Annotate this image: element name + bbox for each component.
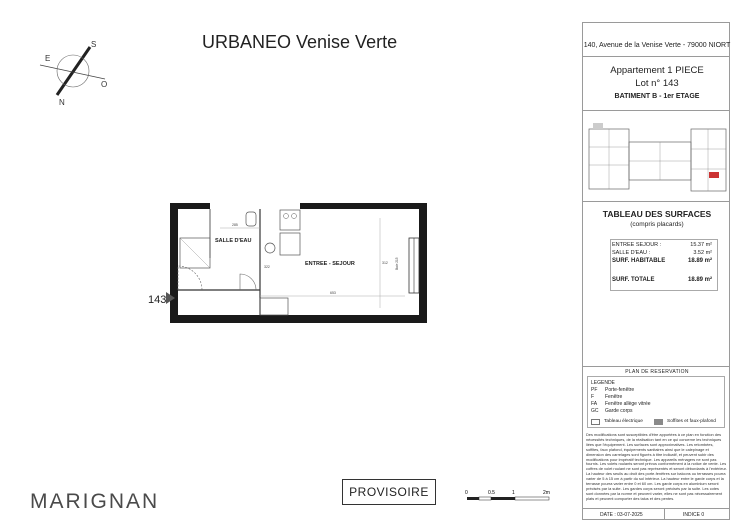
key-lot-highlight xyxy=(709,172,719,178)
compass-east: E xyxy=(45,54,51,63)
footer-date: DATE : 03-07-2025 xyxy=(600,512,643,518)
separator xyxy=(582,56,730,57)
legend-soffit-label: Soffites et faux-plafond xyxy=(667,419,716,424)
wall-left xyxy=(170,203,178,323)
window-label: Baie 215 xyxy=(395,257,399,270)
entry-door-swing xyxy=(178,266,202,290)
floor-plan xyxy=(160,198,435,333)
room-label-living: ENTREE - SEJOUR xyxy=(305,261,355,267)
surface-habitable-value: 18.89 m² xyxy=(687,258,712,264)
project-title: URBANEO Venise Verte xyxy=(202,32,398,52)
surface-row-label: SALLE D'EAU : xyxy=(612,250,651,256)
scale-label-0: 0 xyxy=(465,490,468,496)
dim-label-3: 312 xyxy=(382,261,388,265)
legend-code: GC xyxy=(591,408,599,414)
wall-right xyxy=(419,203,427,323)
sink xyxy=(265,243,275,253)
surfaces-subtitle: (compris placards) xyxy=(630,221,684,228)
compass-south: S xyxy=(91,40,97,49)
dim-label-4: 322 xyxy=(264,265,270,269)
cupboard xyxy=(260,298,288,315)
dim-label-2: 653 xyxy=(330,291,336,295)
lot-line xyxy=(583,78,731,89)
brand-logo xyxy=(30,490,159,514)
legend-item xyxy=(591,401,651,407)
separator xyxy=(582,201,730,202)
key-stair-1 xyxy=(593,123,603,129)
kitchen-sink-unit xyxy=(280,233,300,255)
surface-habitable-label: SURF. HABITABLE xyxy=(612,258,666,264)
legend-text: Garde corps xyxy=(605,408,633,414)
compass-needle xyxy=(57,47,90,95)
surface-total-label: SURF. TOTALE xyxy=(612,277,655,283)
scale-label-05: 0.5 xyxy=(488,490,495,496)
apartment-type: Appartement 1 PIECE xyxy=(610,65,704,76)
compass-rose xyxy=(35,35,120,110)
address: 140, Avenue de la Venise Verte - 79000 NIORT xyxy=(583,42,731,49)
legend-title: LEGENDE xyxy=(591,380,615,386)
compass-west: O xyxy=(101,80,108,89)
room-label-bathroom: SALLE D'EAU xyxy=(215,238,252,244)
wall-top-left xyxy=(170,203,210,209)
key-plan xyxy=(587,117,729,197)
disclaimer-notes: Des modifications sont susceptibles d'être apportées à ce plan en fonction des nécessités techniques, de la réalisation tant en ce qui concerne les techniques liées que l'équipement. Les surfaces sont approximatives. Les retombées, soffites, faux plafond, équipements sanitaires ainsi que le calepinage et dimension des carrelages sont figurés à titre indicatif, et peuvent subir des modifications pour impératif technique. Les appareils ménagers ne sont pas fournis. Les volets roulants seront prévus conformément à la notice de vente. Les coffres de volet roulant ne sont pas représentés et seront débordants à l'extérieur. La hauteur des seuils au droit des porte-fenêtres sur balcons ou terrasses pourra varier de 5 à 15 cm à partir du sol intérieur. La hauteur entre le garde corps et la terrasse pourra varier entre 0 et 60 cm. Les garde corps en aluminium seront précisés par la suite. Les gardes corps seront précisés par la suite. Les cotes sont données par la norme et peuvent varier, elles ne sont pas nécessairement plats et peuvent comporter des talus et des pentes. xyxy=(586,432,727,501)
legend-text: Porte-fenêtre xyxy=(605,387,635,393)
compass-north: N xyxy=(59,98,65,107)
status-badge: PROVISOIRE xyxy=(342,479,436,505)
soffit-swatch-icon xyxy=(654,419,663,425)
bath-door-swing xyxy=(240,274,256,290)
separator xyxy=(582,508,730,509)
separator xyxy=(582,110,730,111)
legend-code: PF xyxy=(591,387,598,393)
wall-top-right xyxy=(300,203,427,209)
footer-index: INDICE 0 xyxy=(683,512,705,518)
entry-arrow-icon xyxy=(166,292,175,304)
scale-bar xyxy=(463,487,563,507)
footer-divider xyxy=(664,508,665,520)
scale-label-2: 2m xyxy=(543,490,550,496)
scale-seg-1 xyxy=(467,497,479,500)
surface-row-value: 15.37 m² xyxy=(690,242,712,248)
shower-diag xyxy=(180,238,210,268)
hob-2 xyxy=(292,214,297,219)
legend-text: Fenêtre xyxy=(605,394,623,400)
legend-text: Fenêtre allège vitrée xyxy=(605,401,651,407)
reservation-title: PLAN DE RESERVATION xyxy=(625,369,689,375)
compass-axis xyxy=(40,65,105,79)
scale-label-1: 1 xyxy=(512,490,515,496)
kitchen-unit xyxy=(280,210,300,230)
plan-lot-number: 143 xyxy=(148,294,167,306)
dim-label-1: 285 xyxy=(232,223,238,227)
lot-value: 143 xyxy=(662,78,679,89)
wall-bottom xyxy=(170,315,427,323)
lot-label: Lot n° xyxy=(635,78,661,89)
legend-item xyxy=(591,394,622,400)
building-floor: BATIMENT B - 1er ETAGE xyxy=(614,93,700,100)
legend-code: F xyxy=(591,394,595,400)
surface-total-value: 18.89 m² xyxy=(687,277,712,283)
surface-row-value: 3.52 m² xyxy=(693,250,712,256)
legend-electric-label: Tableau électrique xyxy=(604,419,643,424)
toilet xyxy=(246,212,256,226)
key-block-right xyxy=(691,129,726,191)
legend-item xyxy=(591,408,633,414)
scale-seg-4 xyxy=(515,497,549,500)
brand-name: MARIGNAN xyxy=(30,490,160,513)
hob-1 xyxy=(284,214,289,219)
surfaces-title: TABLEAU DES SURFACES xyxy=(602,209,712,219)
separator xyxy=(582,366,730,367)
scale-seg-3 xyxy=(491,497,515,500)
scale-seg-2 xyxy=(479,497,491,500)
legend-item xyxy=(591,387,634,393)
legend-code: FA xyxy=(591,401,598,407)
surface-row-label: ENTREE SEJOUR : xyxy=(612,242,662,248)
electric-panel-icon xyxy=(591,419,600,425)
